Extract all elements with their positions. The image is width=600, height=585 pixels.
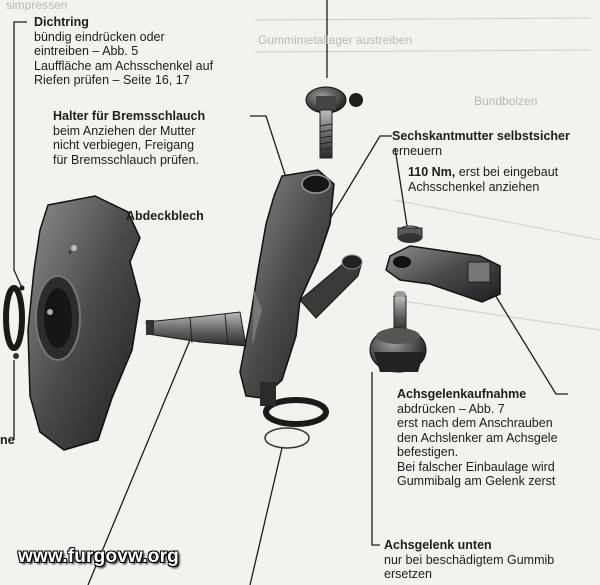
label-dichtring-line: Riefen prüfen – Seite 16, 17 [34,73,190,87]
label-aufnahme-line: befestigen. [397,445,459,459]
left-edge-fragment-text: ne [0,433,15,447]
label-achsgelenk-unten [384,538,554,582]
sechskantmutter-part [398,226,422,243]
leader-gelenk-unten [372,372,380,545]
leader-dichtring [14,22,27,288]
o-ring-part [265,428,309,448]
label-aufnahme-line: erst nach dem Anschrauben [397,416,553,430]
label-achsgelenkaufnahme [397,387,558,489]
ghost-text-right-mid: Bundbolzen [474,94,538,108]
watermark-url: www.furgovw.org [18,546,179,567]
label-halter-title: Halter für Bremsschlauch [53,109,206,123]
label-dichtring-line: Lauffläche am Achsschenkel auf [34,58,214,73]
label-aufnahme-title: Achsgelenkaufnahme [397,387,527,401]
achsschenkel-part [240,170,362,424]
ghost-text-top-right: Gummimetallager austreiben [258,33,413,47]
label-gelenk-unten-line: ersetzen [384,567,432,581]
leader-oring [250,448,282,585]
label-aufnahme-line: Gummibalg am Gelenk zerst [397,474,556,488]
leader-sechskant [328,136,392,222]
label-dichtring-line: bündig eindrücken oder [34,29,165,44]
label-sechskant-title: Sechskantmutter selbstsicher [392,129,570,143]
label-gelenk-unten-line: nur bei beschädigtem Gummib [384,552,555,567]
label-sechskant-line: erneuern [392,143,443,158]
label-sechskant-line: Achsschenkel anziehen [408,179,540,194]
label-halter-line: beim Anziehen der Mutter [53,123,196,138]
label-left-edge-fragment [0,433,15,448]
label-sechskant-line: erst bei eingebaut [458,165,559,179]
dichtring-part [6,286,25,360]
leader-aufnahme [492,290,568,394]
label-halter-line: für Bremsschlauch prüfen. [53,152,199,167]
label-aufnahme-line: abdrücken – Abb. 7 [397,401,505,416]
label-gelenk-unten-title: Achsgelenk unten [384,538,492,552]
label-sechskantmutter [392,129,570,194]
label-halter-line: nicht verbiegen, Freigang [53,138,195,152]
label-dichtring [34,15,213,88]
label-abdeckblech [126,209,204,224]
achsschenkelzapfen-part [146,312,246,346]
label-dichtring-title: Dichtring [34,15,89,29]
spurstange-ball-joint [306,87,363,158]
label-dichtring-line: eintreiben – Abb. 5 [34,44,139,58]
label-aufnahme-line: den Achslenker am Achsgele [397,430,558,445]
label-abdeckblech-title: Abdeckblech [126,209,204,223]
ghost-text-top-left: simpressen [6,0,68,12]
label-halter [53,109,205,167]
abdeckblech-part [28,196,140,450]
torque-value: 110 Nm, [408,165,456,179]
label-aufnahme-line: Bei falscher Einbaulage wird [397,459,555,474]
